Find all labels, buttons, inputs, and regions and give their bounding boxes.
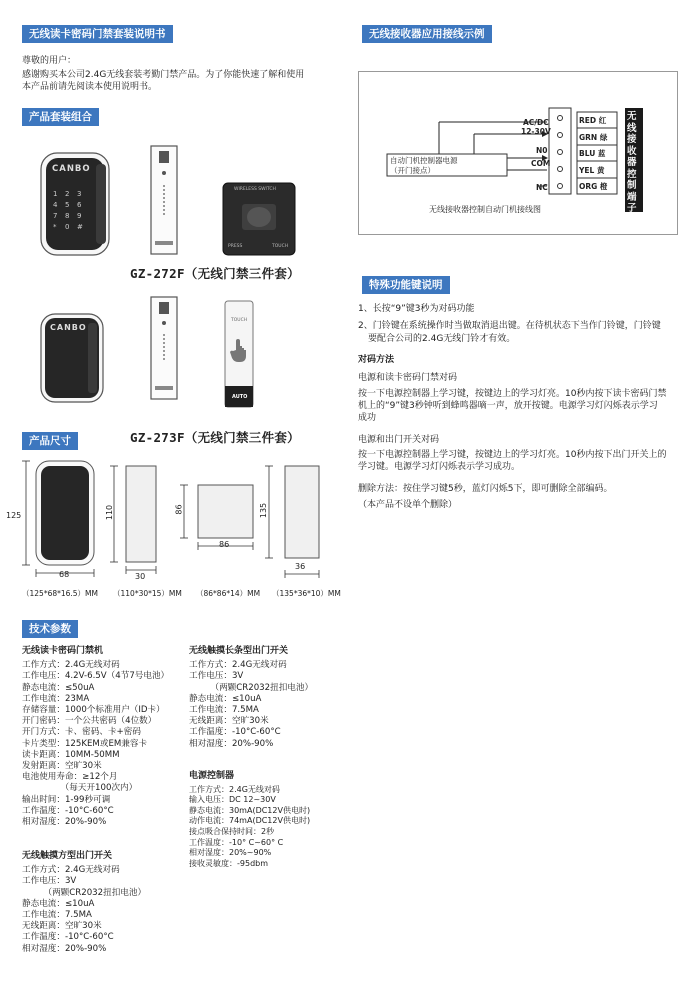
model-272f: GZ-272F（无线门禁三件套）	[130, 266, 300, 281]
key-0: 0	[65, 223, 70, 231]
terminal-org: ORG 橙	[579, 182, 608, 191]
spec-line: 静态电流：≤50uA	[22, 682, 95, 693]
spec-line: 电池使用寿命：≥12个月	[22, 772, 118, 783]
size-drawing-keypad	[6, 455, 105, 583]
key-star: *	[53, 223, 57, 231]
intro-greeting: 尊敬的用户：	[22, 56, 77, 66]
exit-press-label: PRESS	[228, 244, 243, 249]
keypad-brand-2: CANBO	[50, 323, 87, 332]
spec-line: 工作温度：-10°C-60°C	[22, 932, 114, 943]
terminal-yel: YEL 黄	[579, 166, 605, 175]
wiring-no: N0	[536, 146, 548, 155]
spec-line: 相对湿度：20%-90%	[189, 738, 274, 749]
spec-line: 工作温度：-10°C-60°C	[189, 727, 281, 738]
dim-125: 125	[6, 511, 22, 520]
size-drawing-square	[172, 480, 262, 565]
exit-top-label: WIRELESS SWITCH	[234, 187, 276, 192]
delete-note: （本产品不设单个删除）	[358, 500, 458, 510]
controller-strip-1-graphic	[150, 145, 178, 255]
size-drawing-exit-strip	[255, 458, 325, 583]
size-caption-1: （125*68*16.5）MM	[22, 589, 98, 598]
keypad-device-1	[40, 152, 110, 256]
key-4: 4	[53, 201, 58, 209]
pair-sub1: 电源和读卡密码门禁对码	[358, 373, 458, 383]
size-square-graphic	[172, 480, 262, 565]
terminal-blu: BLU 蓝	[579, 149, 606, 158]
spec-line: 开门方式：卡、密码、卡+密码	[22, 727, 141, 738]
spec-square-title: 无线触摸方型出门开关	[22, 851, 113, 861]
spec-line: 相对湿度：20%-90%	[22, 817, 107, 828]
size-exit-strip-graphic	[255, 458, 325, 583]
terminal-grn: GRN 绿	[579, 133, 608, 142]
size-caption-3: （86*86*14）MM	[196, 589, 261, 598]
keypad-device-2	[40, 313, 104, 403]
intro-line2: 本产品前请先阅读本使用说明书。	[22, 82, 158, 92]
spec-line: 读卡距离：10MM-50MM	[22, 749, 120, 760]
key-8: 8	[65, 212, 70, 220]
controller-strip-1	[150, 145, 178, 259]
wiring-acdc-2: 12-30V	[521, 127, 551, 136]
exit-touch-label: TOUCH	[272, 244, 289, 249]
spec-line: 接点吸合保持时间：2秒	[189, 826, 275, 836]
spec-square	[22, 851, 146, 955]
spec-line: 工作电压：4.2V-6.5V（4节7号电池）	[22, 671, 170, 682]
size-caption-2: （110*30*15）MM	[113, 589, 182, 598]
terminal-red: RED 红	[579, 116, 607, 125]
strip-touch-label: TOUCH	[231, 318, 248, 323]
spec-line: （两颗CR2032扭扣电池）	[22, 887, 147, 898]
controller-strip-2-graphic	[150, 296, 178, 400]
intro-line1: 感谢购买本公司2.4G无线套装考勤门禁产品。为了你能快速了解和使用	[22, 70, 305, 80]
key-item-1: 1、长按“9”键3秒为对码功能	[358, 304, 475, 314]
spec-line: 开门密码：一个公共密码（4位数）	[22, 716, 157, 727]
spec-line: 静态电流：30mA(DC12V供电时)	[189, 805, 311, 815]
exit-button-strip	[224, 300, 254, 408]
spec-reader	[22, 646, 169, 828]
header-manual: 无线读卡密码门禁套装说明书	[22, 25, 173, 43]
spec-line: 工作电压：3V	[189, 671, 244, 682]
wiring-caption: 无线接收器控制自动门机接线图	[429, 205, 541, 214]
wiring-device-line2: （开门接点）	[390, 166, 435, 175]
spec-line: （每天开100次内）	[22, 783, 138, 794]
pair2-line-b: 学习键。电源学习灯闪烁表示学习成功。	[358, 462, 521, 472]
header-tech: 技术参数	[22, 620, 78, 638]
spec-line: 无线距离：空旷30米	[189, 716, 269, 727]
spec-line: 相对湿度：20%~90%	[189, 848, 272, 858]
wiring-nc: NC	[536, 183, 548, 192]
spec-line: 工作电流：7.5MA	[189, 705, 259, 716]
pair-sub2: 电源和出门开关对码	[358, 435, 440, 445]
spec-line: 静态电流：≤10uA	[189, 693, 262, 704]
header-wiring: 无线接收器应用接线示例	[362, 25, 492, 43]
spec-line: 工作温度：-10°C-60°C	[22, 805, 114, 816]
size-drawing-strip	[100, 458, 160, 583]
strip-auto-label: AUTO	[232, 394, 248, 400]
dim-86-height: 86	[174, 504, 184, 515]
key-3: 3	[77, 190, 82, 198]
wiring-acdc-1: AC/DC	[523, 118, 549, 127]
key-item-2b: 要配合公司的2.4G无线门铃才有效。	[368, 334, 516, 344]
key-9: 9	[77, 212, 82, 220]
spec-line: 动作电流：74mA(DC12V供电时)	[189, 816, 311, 826]
dim-86-width: 86	[219, 540, 230, 549]
spec-line: 工作方式：2.4G无线对码	[189, 784, 280, 794]
key-item-2a: 2、门铃键在系统操作时当做取消退出键。在待机状态下当作门铃键，门铃键	[358, 321, 661, 331]
header-combo: 产品套装组合	[22, 108, 99, 126]
pair1-line-a: 按一下电源控制器上学习键，按键边上的学习灯亮。10秒内按下读卡密码门禁	[358, 389, 667, 399]
spec-reader-title: 无线读卡密码门禁机	[22, 646, 104, 656]
exit-button-square	[222, 182, 296, 256]
spec-line: 卡片类型：125KEM或EM兼容卡	[22, 738, 148, 749]
header-keys: 特殊功能键说明	[362, 276, 450, 294]
spec-controller-title: 电源控制器	[189, 771, 235, 781]
wiring-diagram	[358, 71, 678, 235]
spec-line: 接收灵敏度：-95dbm	[189, 858, 269, 868]
controller-strip-2	[150, 296, 178, 404]
pair2-line-a: 按一下电源控制器上学习键，按键边上的学习灯亮。10秒内按下出门开关上的	[358, 450, 667, 460]
spec-strip-title: 无线触摸长条型出门开关	[189, 646, 289, 656]
delete-method: 删除方法：按住学习键5秒，蓝灯闪烁5下，即可删除全部编码。	[358, 484, 613, 494]
dim-110: 110	[105, 504, 115, 521]
key-7: 7	[53, 212, 58, 220]
key-6: 6	[77, 201, 82, 209]
spec-line: 工作电流：23MA	[22, 693, 90, 704]
wiring-device-line1: 自动门机控制器电源	[390, 156, 458, 165]
key-2: 2	[65, 190, 70, 198]
spec-line: 工作方式：2.4G无线对码	[22, 660, 120, 671]
size-caption-4: （135*36*10）MM	[272, 589, 341, 598]
pair1-line-c: 成功	[358, 413, 377, 423]
spec-line: 相对湿度：20%-90%	[22, 943, 107, 954]
spec-line: 无线距离：空旷30米	[22, 921, 102, 932]
spec-line: 工作方式：2.4G无线对码	[189, 660, 287, 671]
keypad-brand: CANBO	[52, 164, 91, 174]
spec-line: 输入电压：DC 12~30V	[189, 795, 276, 805]
spec-line: 输出时间：1-99秒可调	[22, 794, 111, 805]
spec-line: （两颗CR2032扭扣电池）	[189, 682, 314, 693]
pair1-line-b: 机上的“9”键3秒钟听到蜂鸣器嘀一声，放开按键。电源学习灯闪烁表示学习	[358, 401, 658, 411]
dim-135: 135	[259, 502, 269, 519]
key-hash: #	[77, 223, 83, 231]
key-5: 5	[65, 201, 70, 209]
dim-36: 36	[295, 562, 306, 571]
spec-strip	[189, 646, 313, 750]
spec-line: 工作方式：2.4G无线对码	[22, 865, 120, 876]
spec-line: 工作温度：-10° C~60° C	[189, 837, 284, 847]
header-size: 产品尺寸	[22, 432, 78, 450]
wiring-side-label: 无线接收器控制端子	[627, 111, 637, 214]
spec-line: 工作电流：7.5MA	[22, 910, 92, 921]
spec-controller	[189, 771, 310, 869]
spec-line: 静态电流：≤10uA	[22, 898, 95, 909]
key-1: 1	[53, 190, 58, 198]
spec-line: 存储容量：1000个标准用户（ID卡）	[22, 705, 165, 716]
spec-line: 工作电压：3V	[22, 876, 77, 887]
size-strip-graphic	[100, 458, 160, 583]
dim-30: 30	[135, 572, 146, 581]
model-273f: GZ-273F（无线门禁三件套）	[130, 430, 300, 445]
keypad-keys	[53, 190, 89, 231]
wiring-com: COM	[531, 159, 551, 168]
exit-button-strip-graphic	[224, 300, 254, 408]
pair-title: 对码方法	[358, 355, 395, 365]
dim-68: 68	[59, 570, 70, 579]
size-keypad-graphic	[10, 455, 105, 583]
spec-line: 发射距离：空旷30米	[22, 761, 102, 772]
